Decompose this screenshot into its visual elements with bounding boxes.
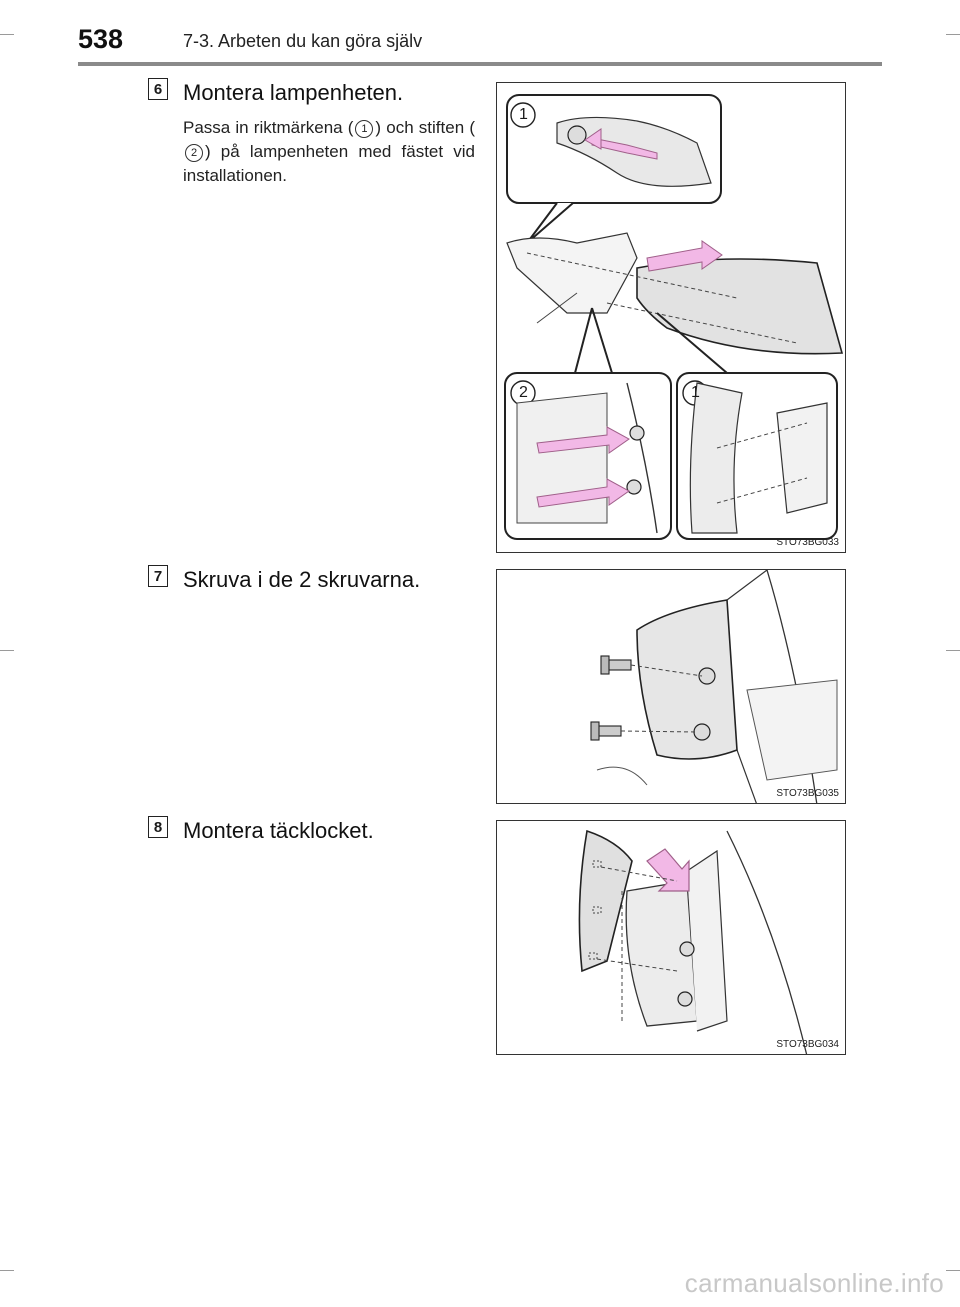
watermark: carmanualsonline.info xyxy=(684,1268,944,1298)
crop-mark xyxy=(946,1270,960,1271)
instruction-text: ) på lampenheten med fästet vid installationen. xyxy=(183,142,475,185)
cover-illustration xyxy=(497,821,846,1055)
figure-code: STO73BG035 xyxy=(776,788,839,799)
step-title: Skruva i de 2 skruvarna. xyxy=(183,567,421,592)
crop-mark xyxy=(0,1270,14,1271)
screw-icon xyxy=(591,722,621,740)
crop-mark xyxy=(0,650,14,651)
figure-code: STO73BG033 xyxy=(776,537,839,548)
step-number-badge: 8 xyxy=(148,816,168,838)
step-title: Montera täcklocket. xyxy=(183,818,374,843)
step-number-badge: 7 xyxy=(148,565,168,587)
page-number: 538 xyxy=(78,24,124,54)
callout-marker: 2 xyxy=(185,144,203,162)
callout-marker: 1 xyxy=(355,120,373,138)
instruction-text: ) och stiften ( xyxy=(375,118,475,137)
crop-mark xyxy=(946,650,960,651)
header-rule xyxy=(78,62,882,66)
screws-illustration xyxy=(497,570,846,804)
screw-icon xyxy=(601,656,631,674)
step-title: Montera lampenheten. xyxy=(183,80,404,105)
callout-number: 1 xyxy=(691,384,700,401)
instruction-text: Passa in riktmärkena ( xyxy=(183,118,354,137)
lamp-alignment-illustration xyxy=(497,83,846,553)
callout-number: 2 xyxy=(519,384,528,401)
callout-number: 1 xyxy=(519,106,528,123)
step-instruction xyxy=(183,116,475,188)
figure-lamp-alignment xyxy=(496,82,846,553)
figure-code: STO73BG034 xyxy=(776,1039,839,1050)
figure-cover xyxy=(496,820,846,1055)
chapter-title: 7-3. Arbeten du kan göra själv xyxy=(183,31,423,51)
step-number-badge: 6 xyxy=(148,78,168,100)
page-header xyxy=(0,0,960,66)
figure-screws xyxy=(496,569,846,804)
